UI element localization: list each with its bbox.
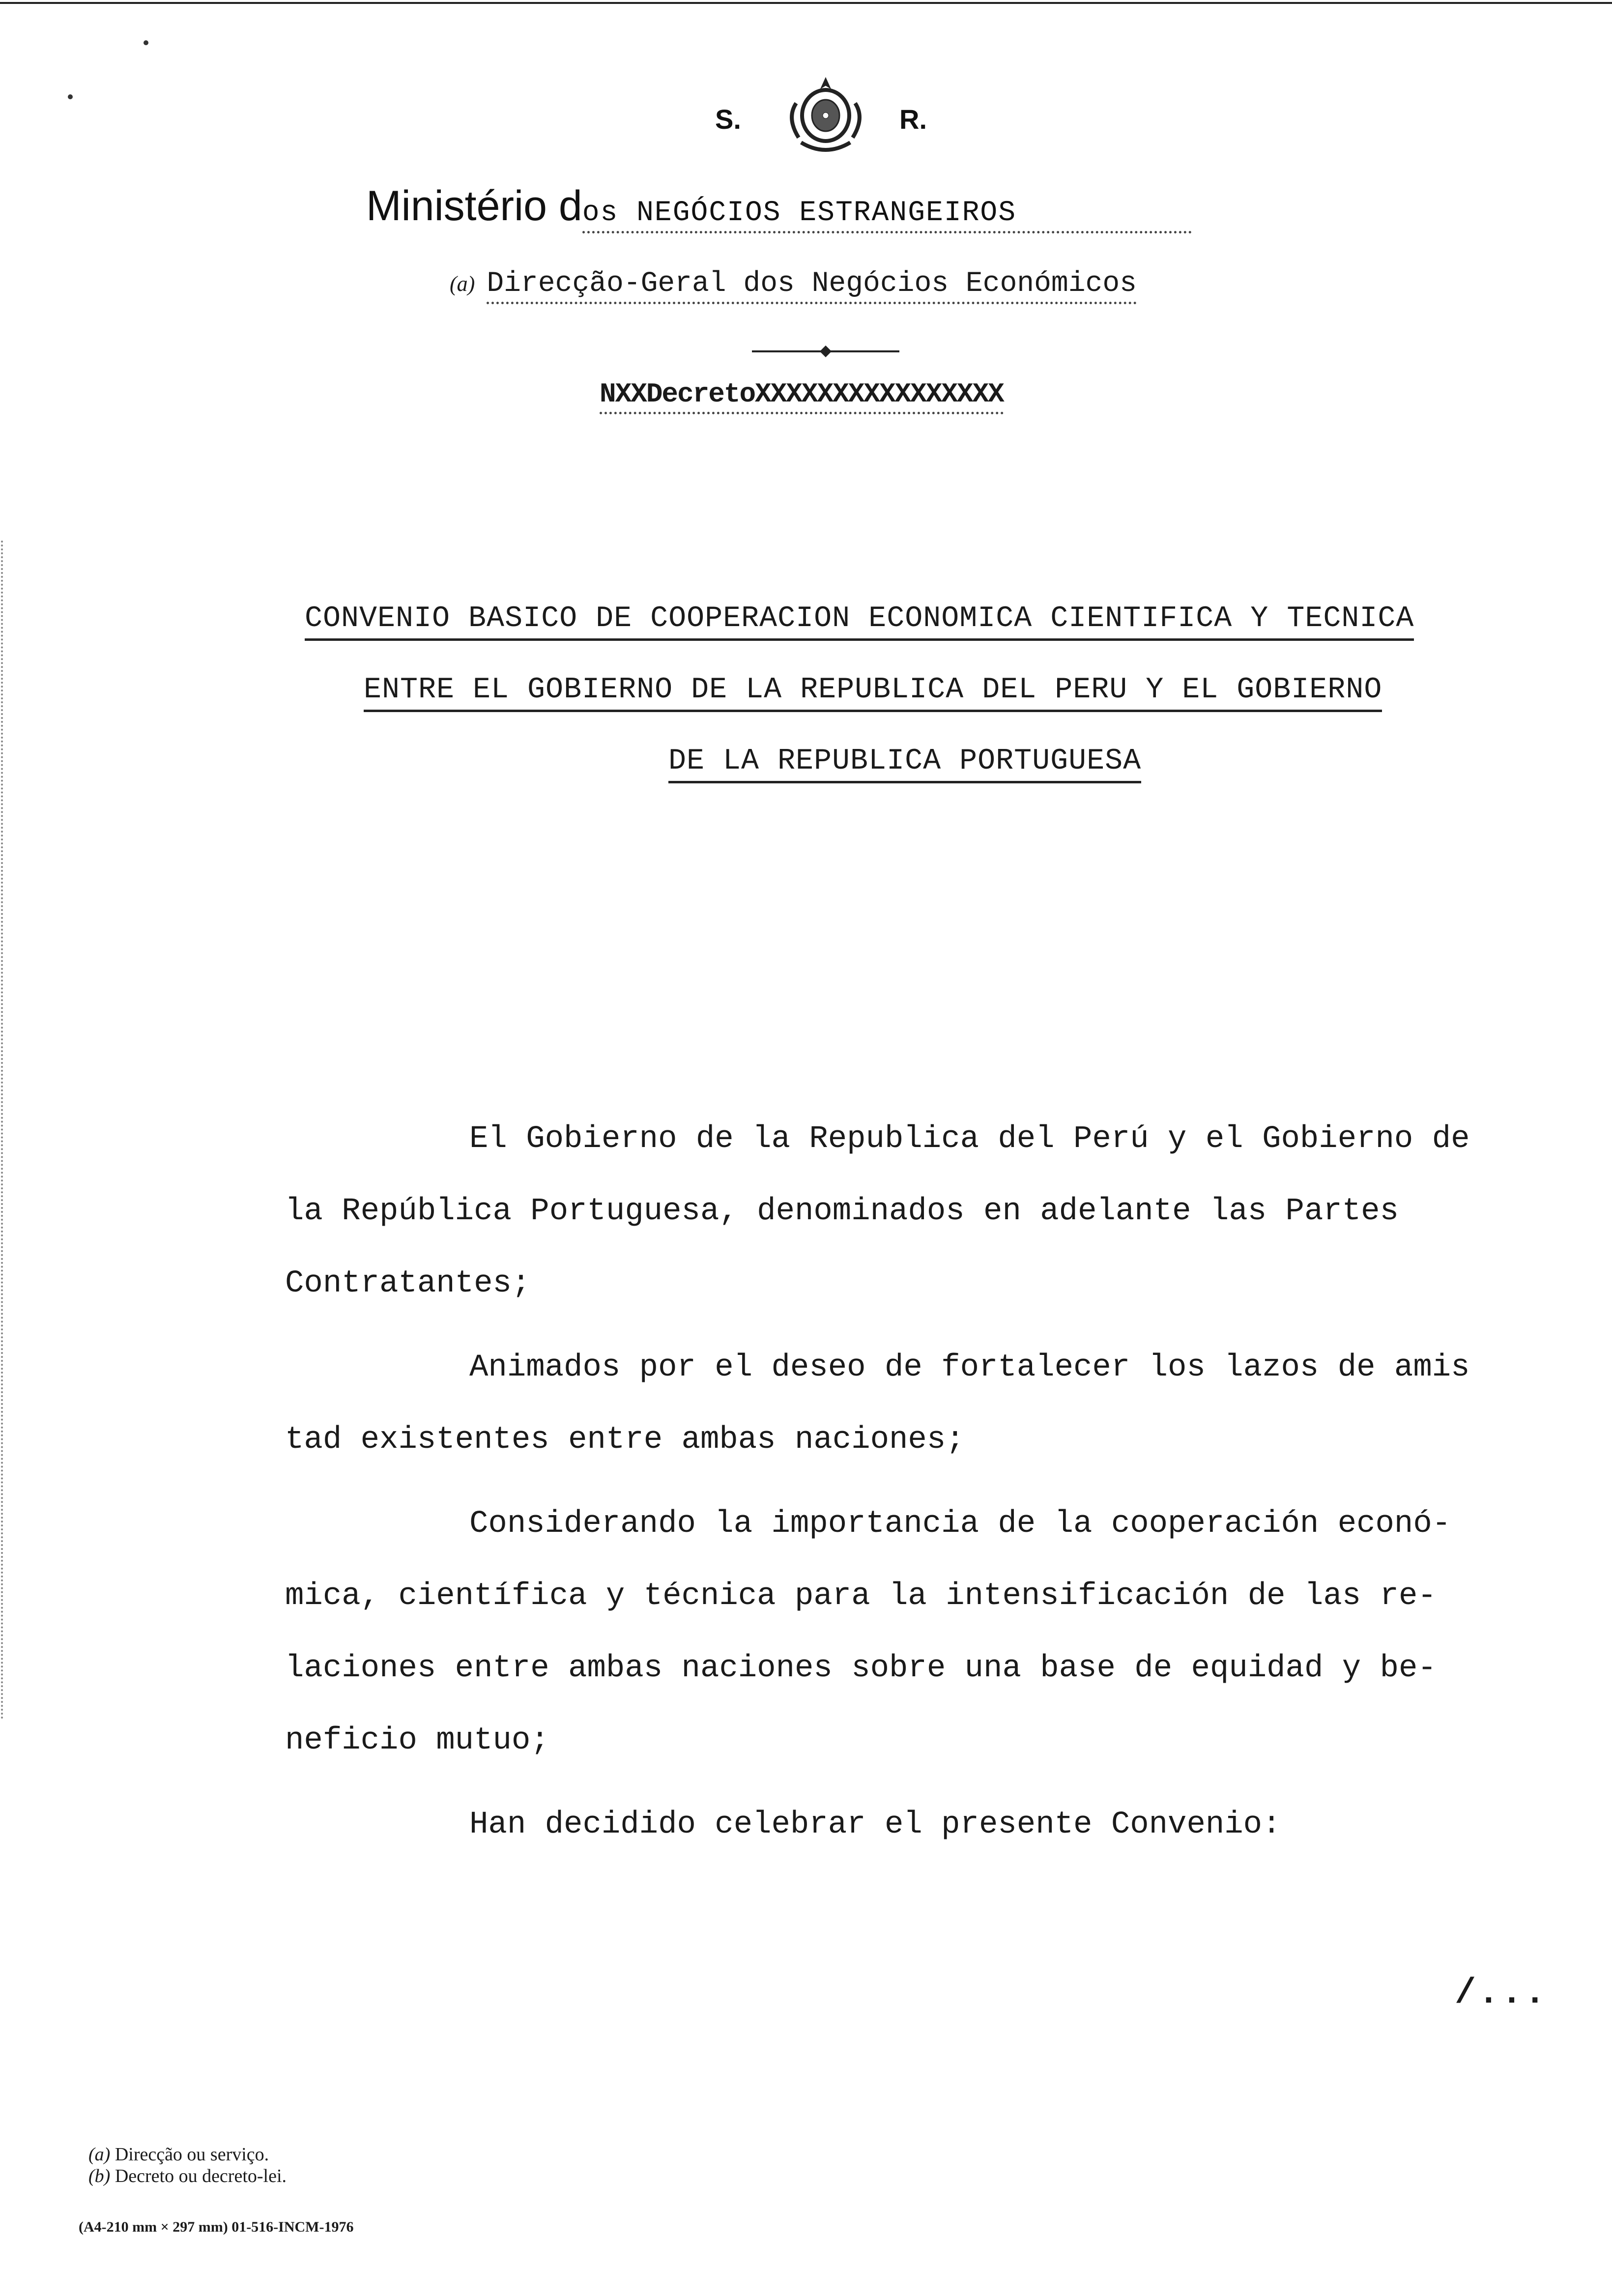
continuation-mark: /... — [1455, 1973, 1548, 2013]
paragraph-1-line-3: Contratantes; — [285, 1266, 531, 1301]
top-border-rule — [0, 2, 1612, 4]
direccao-value: Direcção-Geral dos Negócios Económicos — [487, 268, 1137, 304]
direccao-marker: (a) — [450, 272, 475, 296]
ministry-prefix: Ministério d — [366, 182, 582, 230]
footnote-b-text: Decreto ou decreto-lei. — [115, 2166, 287, 2186]
coat-of-arms-icon — [781, 74, 870, 157]
footnote-a-marker: (a) — [88, 2144, 111, 2165]
paragraph-3-line-2: mica, científica y técnica para la intensificación de las re- — [285, 1578, 1437, 1614]
margin-dotted-line — [1, 541, 8, 1720]
ministry-name: os NEGÓCIOS ESTRANGEIROS — [582, 197, 1192, 233]
title-line-2: ENTRE EL GOBIERNO DE LA REPUBLICA DEL PERU Y EL GOBIERNO — [364, 673, 1382, 712]
direccao-line — [450, 268, 1137, 300]
margin-speck — [144, 40, 148, 45]
footnote-b — [88, 2165, 287, 2187]
ornament-divider — [752, 344, 899, 359]
paragraph-3-line-3: laciones entre ambas naciones sobre una base de equidad y be- — [285, 1651, 1437, 1686]
letterhead-initial-right: R. — [899, 104, 927, 135]
footnote-a — [88, 2144, 269, 2165]
paragraph-3-line-4: neficio mutuo; — [285, 1723, 549, 1758]
title-line-1: CONVENIO BASICO DE COOPERACION ECONOMICA CIENTIFICA Y TECNICA — [305, 602, 1414, 641]
decreto-line-struck: NXXDecretoXXXXXXXXXXXXXXXX — [600, 378, 1004, 414]
paragraph-1-line-2: la República Portuguesa, denominados en adelante las Partes — [285, 1194, 1399, 1229]
ministry-heading — [366, 182, 1192, 233]
paragraph-3-line-1: Considerando la importancia de la cooperación econó- — [469, 1506, 1451, 1542]
paragraph-2-line-1: Animados por el deseo de fortalecer los lazos de amis — [469, 1350, 1470, 1385]
margin-speck — [68, 94, 73, 99]
letterhead-initial-left: S. — [715, 104, 741, 135]
footnote-b-marker: (b) — [88, 2166, 111, 2186]
paragraph-2-line-2: tad existentes entre ambas naciones; — [285, 1422, 965, 1458]
print-code: (A4-210 mm × 297 mm) 01-516-INCM-1976 — [79, 2219, 354, 2235]
footnote-a-text: Direcção ou serviço. — [115, 2144, 269, 2165]
title-line-3: DE LA REPUBLICA PORTUGUESA — [668, 745, 1141, 783]
paragraph-1-line-1: El Gobierno de la Republica del Perú y el Gobierno de — [469, 1121, 1470, 1157]
paragraph-4: Han decidido celebrar el presente Convenio: — [469, 1807, 1281, 1842]
